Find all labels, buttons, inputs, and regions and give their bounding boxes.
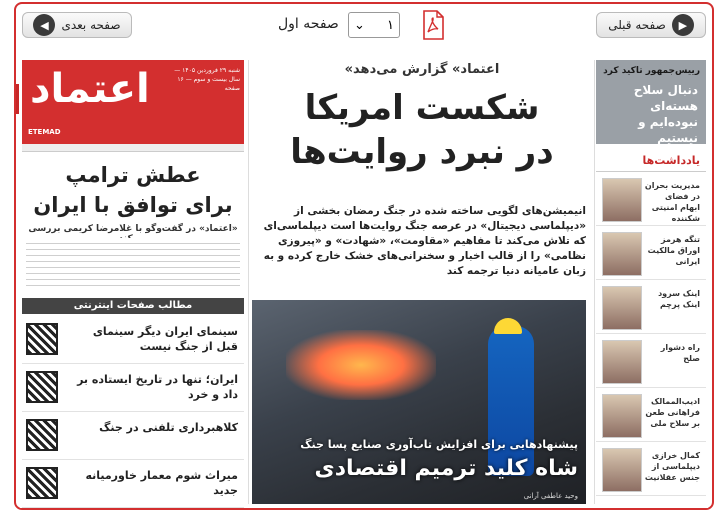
masthead <box>22 60 244 144</box>
list-item-title: ایران؛ تنها در تاریخ ایستاده بر داد و خرد <box>77 373 238 401</box>
chevron-left-icon: ◀ <box>33 14 55 36</box>
photo-credit: وحید عاطفی آرانی <box>523 492 578 500</box>
chevron-right-icon: ▶ <box>672 14 694 36</box>
pdf-icon[interactable] <box>422 10 444 40</box>
featured-headline: دنبال سلاح هسته‌ای نبوده‌ایم و نیستیم <box>633 83 698 145</box>
note-text: ادیب‌الممالک فراهانی طعن بر سلاح ملی <box>645 397 700 428</box>
next-page-label: صفحه بعدی <box>61 18 121 32</box>
note-item[interactable] <box>596 444 706 496</box>
list-item[interactable] <box>22 366 244 412</box>
featured-kicker: رییس‌جمهور تاکید کرد <box>603 66 700 76</box>
lead-headline[interactable] <box>252 86 592 174</box>
page-select[interactable] <box>348 12 400 38</box>
list-item-title: میراث شوم معمار خاورمیانه جدید <box>85 469 238 497</box>
brand-latin: ETEMAD <box>28 128 61 136</box>
list-item-title: سینمای ایران دیگر سینمای قبل از جنگ نیست <box>92 325 238 353</box>
note-item[interactable] <box>596 174 706 226</box>
left-column <box>22 60 244 504</box>
lead-photo[interactable] <box>252 300 586 504</box>
qr-code-icon <box>26 467 58 499</box>
note-item[interactable] <box>596 228 706 280</box>
list-item-title: کلاهبرداری تلفنی در جنگ <box>99 421 238 434</box>
author-photo <box>602 340 642 384</box>
issue-meta: شنبه ۲۹ فروردین ۱۴۰۵ — سال بیست و سوم — ۱۶ صفحه <box>174 67 240 92</box>
left-subhead: «اعتماد» در گفت‌وگو با غلامرضا کریمی بررسی <box>28 224 238 234</box>
note-text: کمال خرازی دیپلماسی از جنس عقلانیت <box>644 451 700 482</box>
note-text: مدیریت بحران در فضای ابهام امنیتی شکننده <box>644 181 700 223</box>
newspaper-page[interactable] <box>20 56 708 508</box>
qr-code-icon <box>26 419 58 451</box>
side-marker <box>16 84 19 114</box>
page-label: صفحه اول <box>278 16 339 32</box>
toolbar <box>16 4 712 48</box>
lead-summary: انیمیشن‌های لگویی ساخته شده در جنگ رمضان بخشی از «دیپلماسی دیجیتال» در عرصه جنگ روایت‌ها است دیپلماسی‌ای که تلاش می‌کند تا مفاهیم «مقاومت»، «شهادت» و «پیروزی نظامی» را از قالب اخبار و سخنرانی‌های خشک خارج کرده و به زبان عامیانه دنیا ترجمه کند <box>263 205 586 277</box>
left-headline[interactable] <box>22 160 244 220</box>
qr-code-icon <box>26 371 58 403</box>
body-text-block <box>26 238 240 286</box>
left-headline-line2: برای توافق با ایران <box>33 193 233 217</box>
photo-caption: پیشنهادهایی برای افزایش تاب‌آوری صنایع پسا جنگ <box>300 438 578 451</box>
author-photo <box>602 286 642 330</box>
notes-title: یادداشت‌ها <box>596 154 706 172</box>
author-photo <box>602 232 642 276</box>
center-column <box>252 60 592 504</box>
note-item[interactable] <box>596 336 706 388</box>
qr-code-icon <box>26 323 58 355</box>
section-bar: مطالب صفحات اینترنتی <box>22 298 244 314</box>
masthead-strip <box>22 144 244 152</box>
viewer-frame <box>14 2 714 510</box>
prev-page-button[interactable] <box>596 12 706 38</box>
hot-steel <box>286 330 436 400</box>
note-text: تنگه هرمز اوراق مالکیت ایرانی <box>647 235 700 266</box>
note-text: اینک سرود اینک پرچم <box>658 289 700 309</box>
chevron-down-icon: ⌄ <box>354 17 365 33</box>
lead-headline-line1: شکست امریکا <box>304 88 540 128</box>
column-divider <box>594 60 595 504</box>
list-item[interactable] <box>22 462 244 508</box>
page-select-value: ۱ <box>387 17 394 33</box>
column-divider <box>248 60 249 504</box>
note-text: راه دشوار صلح <box>660 343 700 363</box>
author-photo <box>602 394 642 438</box>
lead-headline-line2: در نبرد روایت‌ها <box>290 132 554 172</box>
featured-box[interactable] <box>596 60 706 144</box>
next-page-button[interactable] <box>22 12 132 38</box>
left-headline-line1: عطش ترامپ <box>65 163 201 187</box>
list-item[interactable] <box>22 414 244 460</box>
note-item[interactable] <box>596 282 706 334</box>
author-photo <box>602 178 642 222</box>
lead-kicker: «اعتماد» گزارش می‌دهد <box>344 62 500 77</box>
list-item[interactable] <box>22 318 244 364</box>
newspaper-logo: اعتماد <box>30 66 150 112</box>
prev-page-label: صفحه قبلی <box>608 18 666 32</box>
author-photo <box>602 448 642 492</box>
right-column <box>596 60 706 504</box>
note-item[interactable] <box>596 390 706 442</box>
photo-headline: شاه کلید ترمیم اقتصادی <box>314 456 578 481</box>
worker-figure <box>488 326 534 476</box>
helmet <box>494 318 522 334</box>
